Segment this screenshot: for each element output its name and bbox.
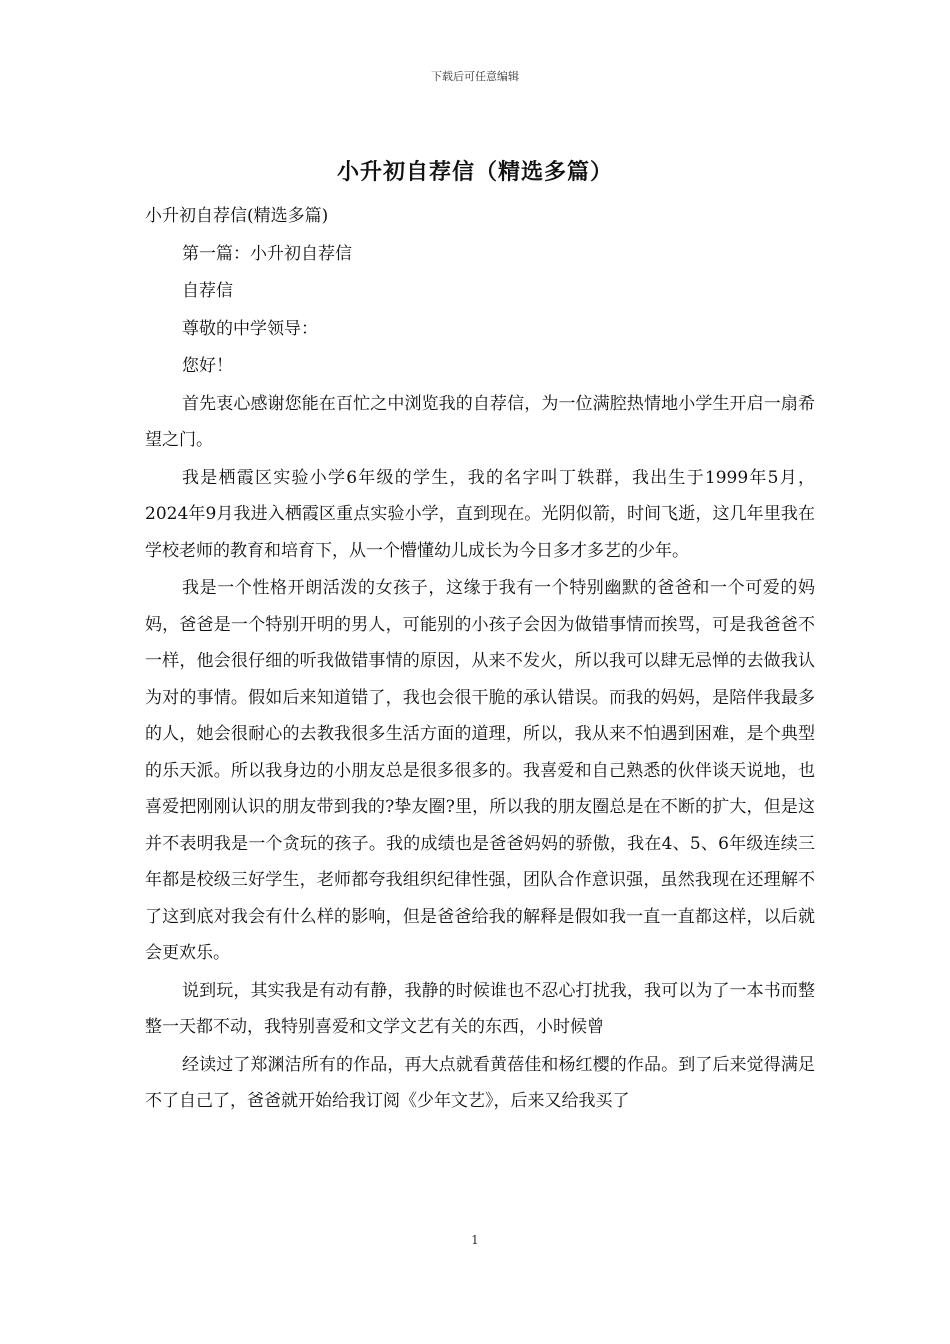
page-header-note: 下载后可任意编辑 [431,70,519,83]
paragraph: 我是栖霞区实验小学6年级的学生，我的名字叫丁轶群，我出生于1999年5月，2024年9月我进入栖霞区重点实验小学，直到现在。光阴似箭，时间飞逝，这几年里我在学校老师的教育和培育下，从一个懵懂幼儿成长为今日多才多艺的少年。 [145,467,815,561]
paragraph: 首先衷心感谢您能在百忙之中浏览我的自荐信，为一位满腔热情地小学生开启一扇希望之门。 [145,393,815,450]
page-number: 1 [471,1233,479,1247]
document-body [145,198,815,1120]
document-title: 小升初自荐信（精选多篇） [336,159,613,185]
paragraph: 第一篇：小升初自荐信 [182,243,352,264]
paragraph: 经读过了郑渊洁所有的作品，再大点就看黄蓓佳和杨红樱的作品。到了后来觉得满足不了自己了，爸爸就开始给我订阅《少年文艺》，后来又给我买了 [145,1054,815,1111]
document-subtitle: 小升初自荐信(精选多篇) [145,206,329,226]
paragraph: 您好！ [182,356,233,376]
paragraph: 尊敬的中学领导： [182,318,318,339]
paragraph: 我是一个性格开朗活泼的女孩子，这缘于我有一个特别幽默的爸爸和一个可爱的妈妈，爸爸是一个特别开明的男人，可能别的小孩子会因为做错事情而挨骂，可是我爸爸不一样，他会很仔细的听我做错事情的原因，从来不发火，所以我可以肆无忌惮的去做我认为对的事情。假如后来知道错了，我也会很干脆的承认错误。而我的妈妈，是陪伴我最多的人，她会很耐心的去教我很多生活方面的道理，所以，我从来不怕遇到困难，是个典型的乐天派。所以我身边的小朋友总是很多很多的。我喜爱和自己熟悉的伙伴谈天说地，也喜爱把刚刚认识的朋友带到我的?挚友圈?里，所以我的朋友圈总是在不断的扩大，但是这并不表明我是一个贪玩的孩子。我的成绩也是爸爸妈妈的骄傲，我在4、5、6年级连续三年都是校级三好学生，老师都夸我组织纪律性强，团队合作意识强，虽然我现在还理解不了这到底对我会有什么样的影响，但是爸爸给我的解释是假如我一直一直都这样，以后就会更欢乐。 [145,578,815,963]
paragraph: 自荐信 [182,281,233,301]
paragraph: 说到玩，其实我是有动有静，我静的时候谁也不忍心打扰我，我可以为了一本书而整整一天都不动，我特别喜爱和文学文艺有关的东西，小时候曾 [145,980,815,1037]
